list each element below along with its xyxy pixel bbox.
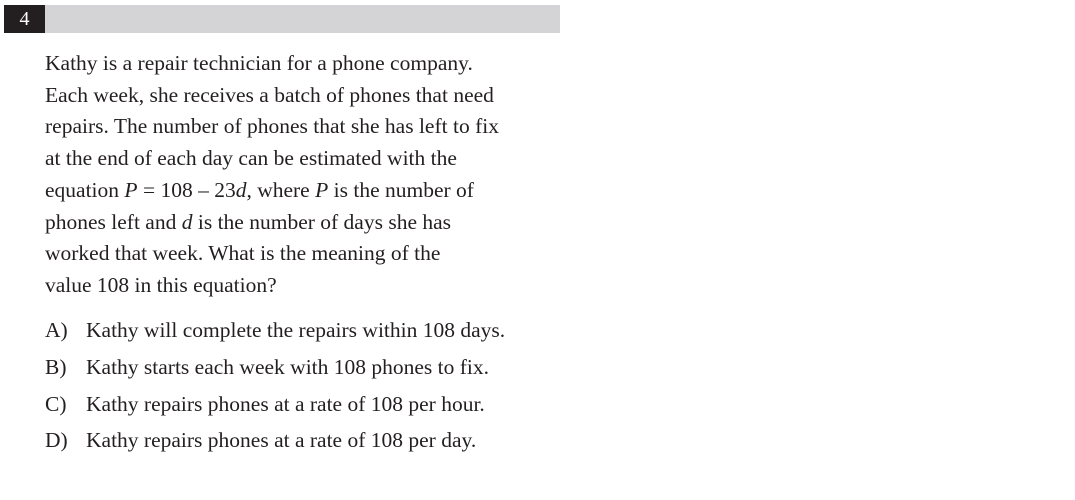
question-header-bar xyxy=(4,5,560,33)
answer-choices xyxy=(45,312,585,459)
stem-text: is the number of xyxy=(328,177,474,202)
stem-line xyxy=(45,80,565,112)
stem-text: at the end of each day can be estimated with the xyxy=(45,146,457,171)
choice-text: Kathy repairs phones at a rate of 108 per hour. xyxy=(86,391,485,416)
stem-text: , where xyxy=(246,177,316,202)
stem-text: repairs. The number of phones that she has left to fix xyxy=(45,114,499,139)
question-stem xyxy=(45,48,565,302)
choice-text: Kathy starts each week with 108 phones to fix. xyxy=(86,354,490,379)
stem-line xyxy=(45,175,565,207)
math-variable: P xyxy=(315,177,329,202)
stem-text: = 108 – 23 xyxy=(137,177,236,202)
stem-line xyxy=(45,238,565,270)
stem-text: value 108 in this equation? xyxy=(45,272,277,297)
stem-line xyxy=(45,270,565,302)
stem-text: worked that week. What is the meaning of the xyxy=(45,241,441,266)
choice-c[interactable] xyxy=(45,386,585,423)
math-variable: P xyxy=(124,177,138,202)
choice-a[interactable] xyxy=(45,312,585,349)
stem-text: is the number of days she has xyxy=(192,209,452,234)
stem-text: Kathy is a repair technician for a phone company. xyxy=(45,51,473,75)
choice-letter: A) xyxy=(45,318,68,342)
stem-text: equation xyxy=(45,177,125,202)
stem-line xyxy=(45,48,565,80)
stem-text: Each week, she receives a batch of phones that need xyxy=(45,82,494,107)
choice-letter: B) xyxy=(45,354,67,379)
choice-letter: D) xyxy=(45,428,68,453)
choice-text: Kathy will complete the repairs within 108 days. xyxy=(86,318,506,342)
stem-line xyxy=(45,207,565,239)
stem-line xyxy=(45,143,565,175)
choice-letter: C) xyxy=(45,391,67,416)
choice-b[interactable] xyxy=(45,349,585,386)
choice-d[interactable] xyxy=(45,422,585,459)
stem-line xyxy=(45,111,565,143)
choice-text: Kathy repairs phones at a rate of 108 per day. xyxy=(86,428,477,453)
question-number-badge: 4 xyxy=(4,5,45,33)
stem-text: phones left and xyxy=(45,209,182,234)
math-variable: d xyxy=(181,209,193,234)
math-variable: d xyxy=(235,177,247,202)
